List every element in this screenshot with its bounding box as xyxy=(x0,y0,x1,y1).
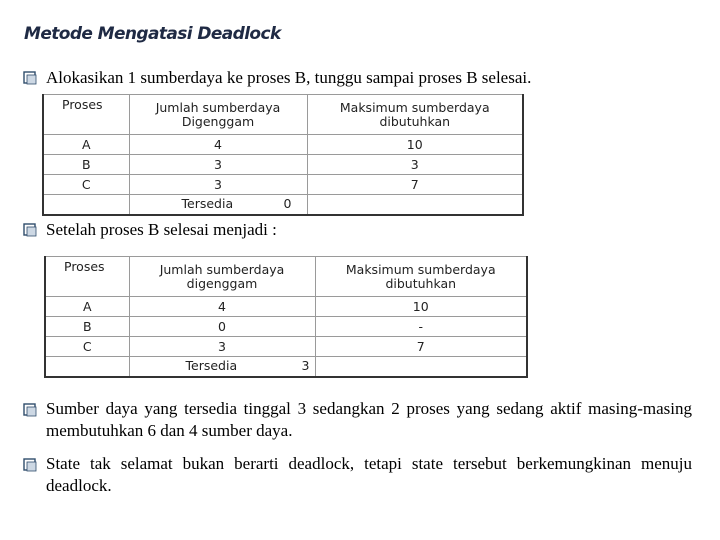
table-row xyxy=(43,175,523,195)
checkbox-bullet-icon xyxy=(23,223,37,237)
table-header-row xyxy=(45,257,527,297)
cell-held: 4 xyxy=(129,297,315,317)
page-title: Metode Mengatasi Deadlock xyxy=(24,24,281,44)
bullet-text-4: State tak selamat bukan berarti deadlock, tetapi state tersebut berkemungkinan menuju deadlock. xyxy=(46,454,692,495)
cell-max: 7 xyxy=(315,337,527,357)
available-label: Tersedia xyxy=(181,196,234,211)
cell-proses: A xyxy=(43,135,129,155)
cell-proses: B xyxy=(45,317,129,337)
table-header-row xyxy=(43,95,523,135)
table-row xyxy=(45,297,527,317)
cell-held: 3 xyxy=(129,155,307,175)
cell-held: 0 xyxy=(129,317,315,337)
header-proses: Proses xyxy=(43,95,129,135)
cell-max: 3 xyxy=(307,155,523,175)
available-row xyxy=(45,357,527,378)
header-max: Maksimum sumberdaya dibutuhkan xyxy=(315,257,527,297)
cell-max: 10 xyxy=(315,297,527,317)
cell-proses: C xyxy=(43,175,129,195)
cell-max: 10 xyxy=(307,135,523,155)
header-proses: Proses xyxy=(45,257,129,297)
cell-proses: C xyxy=(45,337,129,357)
cell-held: 3 xyxy=(129,175,307,195)
available-value: 0 xyxy=(283,196,292,211)
cell-held: 3 xyxy=(129,337,315,357)
header-held: Jumlah sumberdaya digenggam xyxy=(129,257,315,297)
cell-held: 4 xyxy=(129,135,307,155)
cell-max: 7 xyxy=(307,175,523,195)
available-value: 3 xyxy=(301,358,310,373)
header-max: Maksimum sumberdaya dibutuhkan xyxy=(307,95,523,135)
checkbox-bullet-icon xyxy=(23,458,37,472)
table-row xyxy=(43,155,523,175)
cell-max: - xyxy=(315,317,527,337)
header-held: Jumlah sumberdaya Digenggam xyxy=(129,95,307,135)
cell-proses: A xyxy=(45,297,129,317)
checkbox-bullet-icon xyxy=(23,403,37,417)
available-label: Tersedia xyxy=(185,358,238,373)
allocation-table-before xyxy=(42,94,524,216)
table-row xyxy=(45,337,527,357)
bullet-text-3: Sumber daya yang tersedia tinggal 3 sedangkan 2 proses yang sedang aktif masing-masing membutuhkan 6 dan 4 sumber daya. xyxy=(46,399,692,440)
table-row xyxy=(45,317,527,337)
cell-proses: B xyxy=(43,155,129,175)
allocation-table-after xyxy=(44,256,528,378)
bullet-text-2: Setelah proses B selesai menjadi : xyxy=(46,220,277,239)
available-row xyxy=(43,195,523,216)
table-row xyxy=(43,135,523,155)
bullet-text-1: Alokasikan 1 sumberdaya ke proses B, tunggu sampai proses B selesai. xyxy=(46,68,532,87)
checkbox-bullet-icon xyxy=(23,71,37,85)
